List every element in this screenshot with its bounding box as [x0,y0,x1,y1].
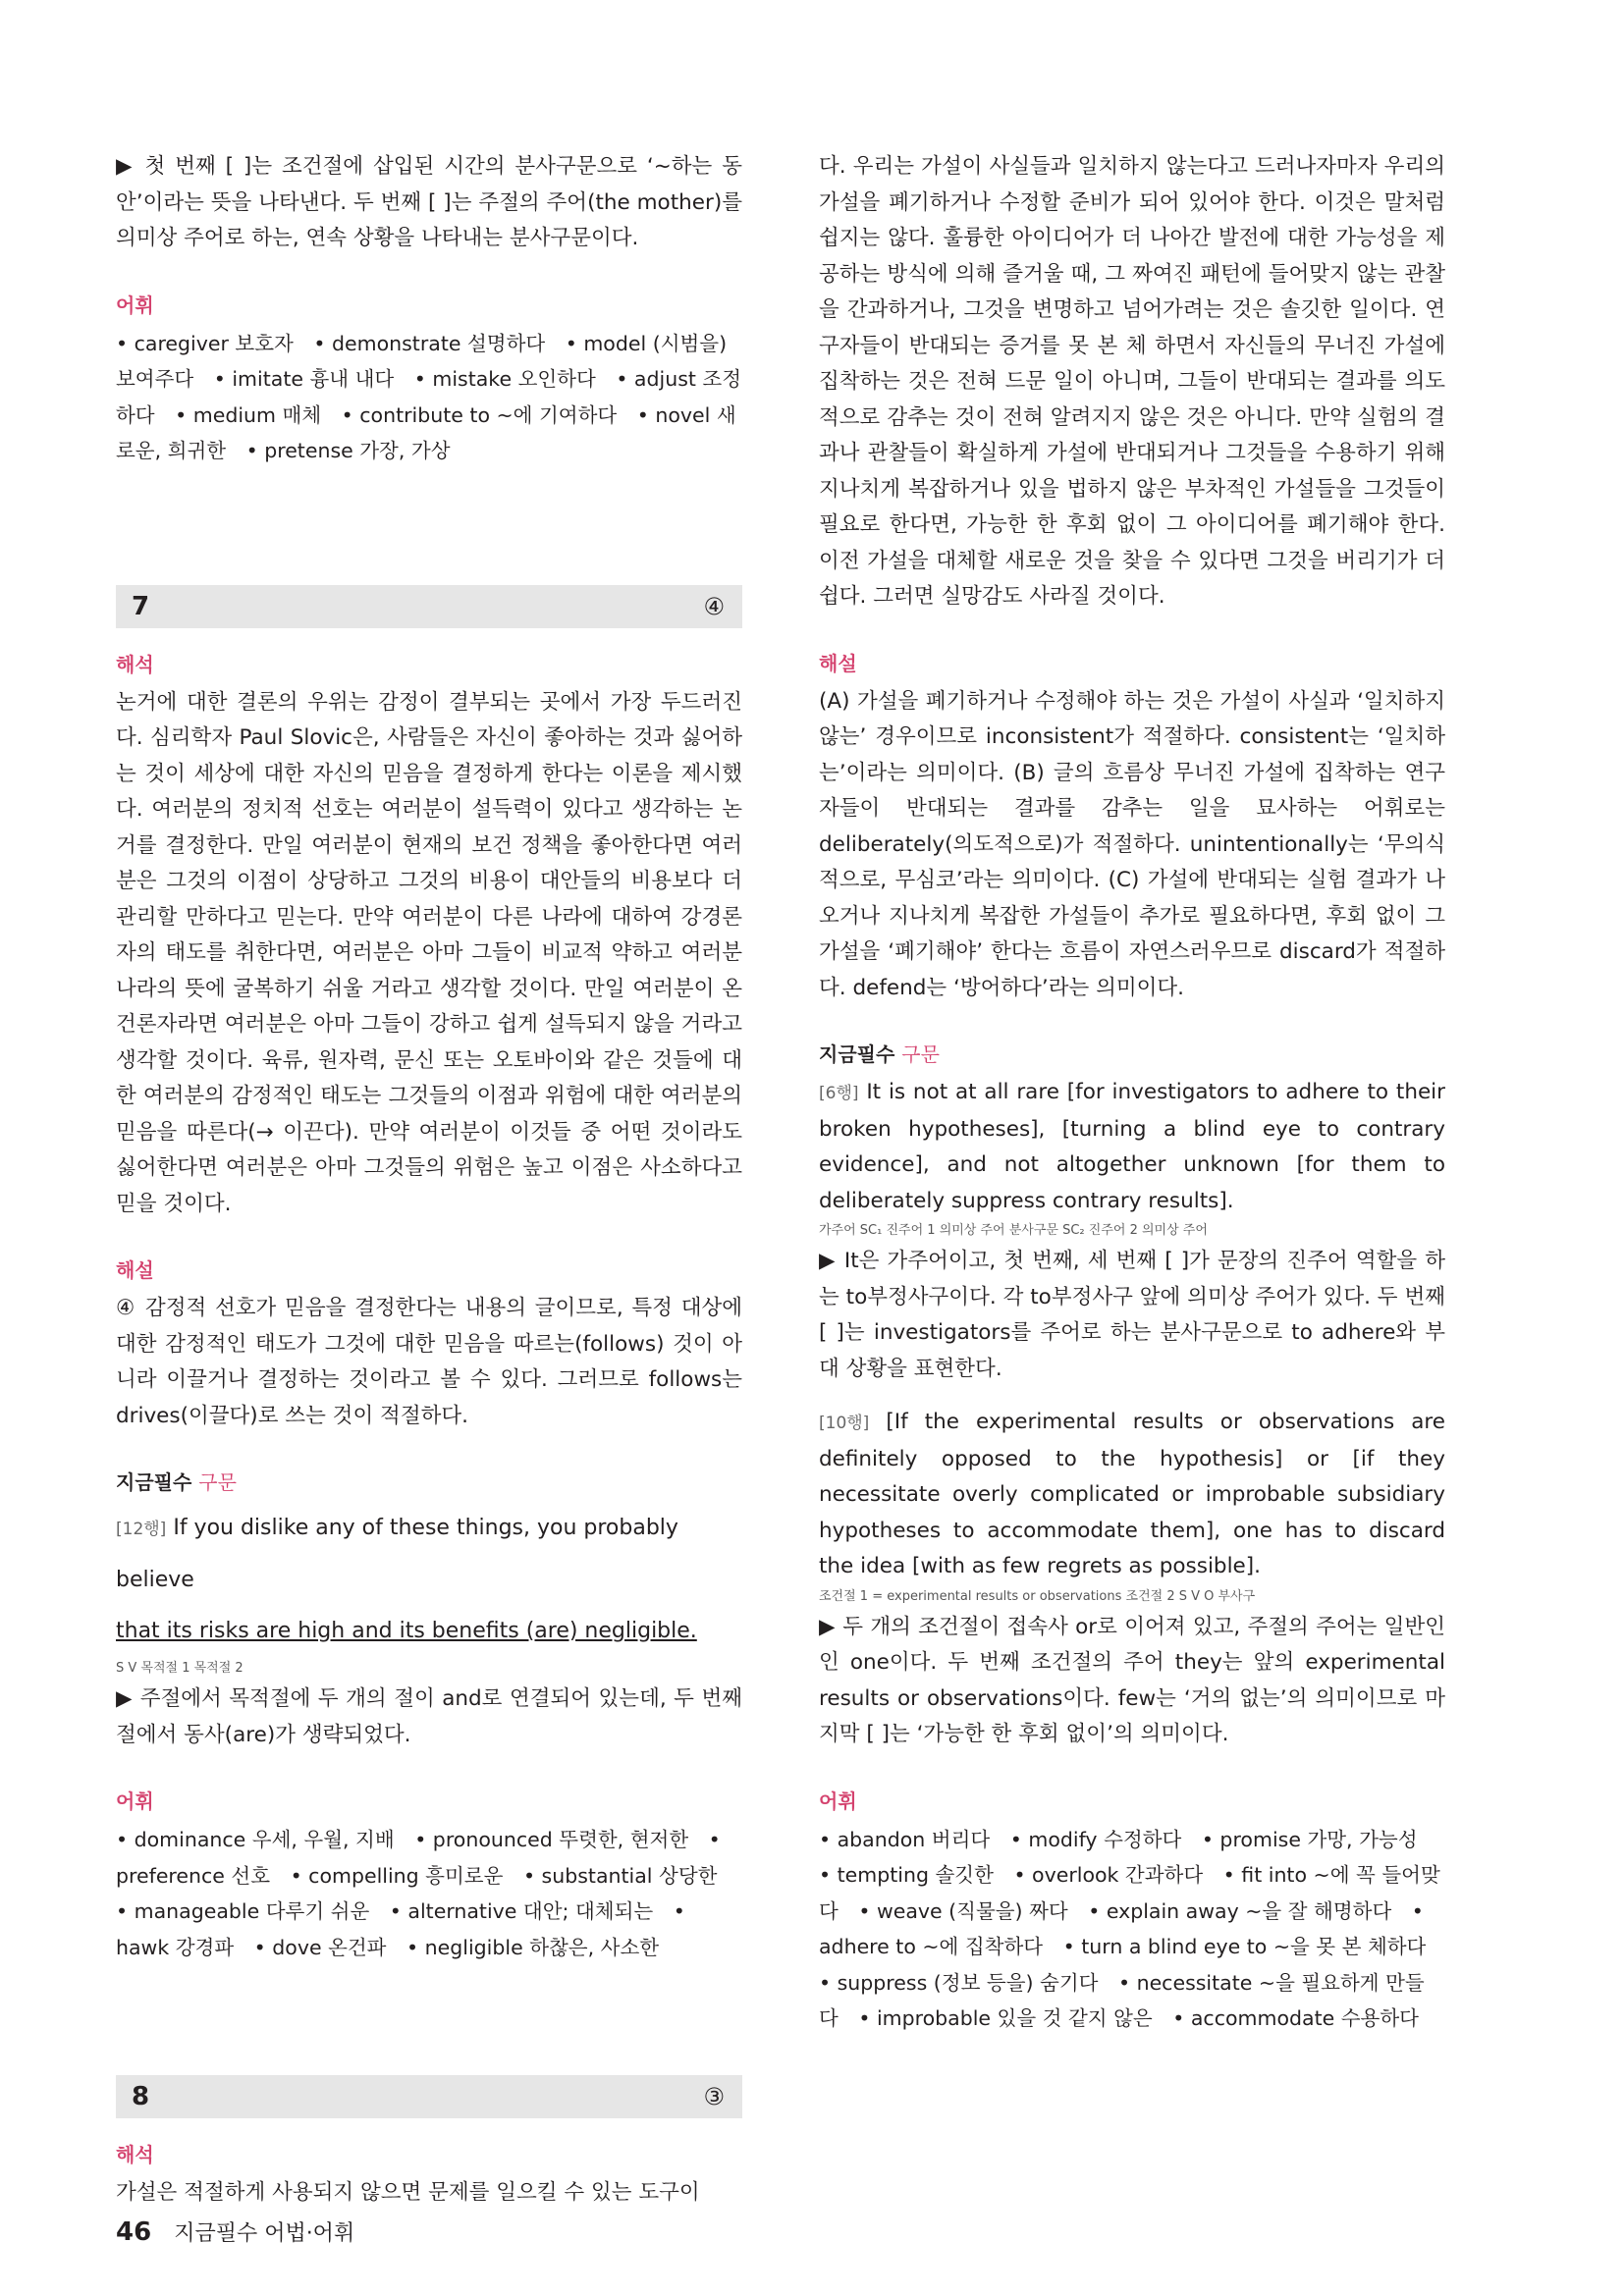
vocab-item: • preference 선호 [116,1828,721,1888]
q7-explanation-section [116,1255,742,1434]
vocab-item: • fit into ~에 꼭 들어맞다 [819,1863,1440,1923]
explanation-label: 해설 [819,651,857,675]
vocab-section-1 [116,291,742,469]
vocab-item: • dove 온건파 [253,1935,387,1959]
vocab-item: • imitate 흉내 내다 [213,367,395,391]
q7-translation: 논거에 대한 결론의 우위는 감정이 결부되는 곳에서 가장 두드러진다. 심리학자 Paul Slovic은, 사람들은 자신이 좋아하는 것과 싫어하는 것이 세상에 대한 자신의 믿음을 결정하게 한다는 이론을 제시했다. 여러분의 정치적 선호는 여러분이 설득력이 있다고 생각하는 논거를 결정한다. 만일 여러분이 현재의 보건 정책을 좋아한다면 여러분은 그것의 이점이 상당하고 그것의 비용이 대안들의 비용보다 더 관리할 만하다고 믿는다. 만약 여러분이 다른 나라에 대하여 강경론자의 태도를 취한다면, 여러분은 아마 그들이 비교적 약하고 여러분 나라의 뜻에 굴복하기 쉬울 거라고 생각할 것이다. 만일 여러분이 온건론자라면 여러분은 아마 그들이 강하고 쉽게 설득되지 않을 거라고 생각할 것이다. 육류, 원자력, 문신 또는 오토바이와 같은 것들에 대한 여러분의 감정적인 태도는 그것들의 이점과 위험에 대한 여러분의 믿음을 따른다(→ 이끈다). 만약 여러분이 이것들 중 어떤 것이라도 싫어한다면 여러분은 아마 그것들의 위험은 높고 이점은 사소하다고 믿을 것이다. [116,689,742,1216]
vocab-item: • adjust 조정하다 [116,367,742,427]
vocab-item: • manageable 다루기 쉬운 [116,1899,370,1923]
structure-label [116,1468,742,1497]
structure-note-2: ▶ 두 개의 조건절이 접속사 or로 이어져 있고, 주절의 주어는 일반인인 one이다. 두 번째 조건절의 주어 they는 앞의 experimental results or observations이다. few는 ‘거의 없는’의 의미이므로 마지막 [ ]는 ‘가능한 한 후회 없이’의 의미이다. [819,1614,1445,1746]
answer-mark: ④ [703,592,725,620]
vocab-section-3 [819,1787,1445,2037]
vocab-item: • adhere to ~에 집착하다 [819,1898,1424,1958]
vocab-item: • turn a blind eye to ~을 못 본 체하다 [1062,1935,1427,1958]
question-8-header [116,2075,742,2118]
vocab-item: • mistake 오인하다 [413,367,596,391]
vocab-item: • negligible 하찮은, 사소한 [406,1935,660,1959]
vocab-item: • compelling 흥미로운 [290,1863,504,1888]
structure-label-a: 지금필수 [116,1470,192,1494]
vocab-item: • explain away ~을 잘 해명하다 [1088,1898,1392,1923]
vocab-item: • pretense 가장, 가상 [245,439,451,462]
vocab-label: 어휘 [116,1789,154,1813]
explanation-label: 해설 [116,1258,154,1282]
vocab-list-1 [116,326,742,469]
q8-explanation-section [819,649,1445,1007]
q8-structure-section [819,1040,1445,1753]
page-number: 46 [116,2217,152,2247]
q7-structure-note: ▶ 주절에서 목적절에 두 개의 절이 and로 연결되어 있는데, 두 번째 절에서 동사(are)가 생략되었다. [116,1686,742,1747]
vocab-label: 어휘 [116,293,154,317]
vocab-item: • weave (직물을) 짜다 [858,1898,1068,1923]
vocab-item: • medium 매체 [175,402,322,427]
q7-structure-sentence [116,1503,742,1657]
line-number: [6행] [819,1084,859,1103]
vocab-item: • promise 가망, 가능성 [1201,1827,1418,1851]
q8-explanation: (A) 가설을 폐기하거나 수정해야 하는 것은 가설이 사실과 ‘일치하지 않는’ 경우이므로 inconsistent가 적절하다. consistent는 ‘일치하는’이라는 의미이다. (B) 글의 흐름상 무너진 가설에 집착하는 연구자들이 반대되는 결과를 감추는 일을 묘사하는 어휘로는 deliberately(의도적으로)가 적절하다. unintentionally는 ‘무의식적으로, 무심코’라는 의미이다. (C) 가설에 반대되는 실험 결과가 나오거나 지나치게 복잡한 가설들이 추가로 필요하다면, 후회 없이 그 가설을 ‘폐기해야’ 한다는 흐름이 자연스러우므로 discard가 적절하다. defend는 ‘방어하다’라는 의미이다. [819,688,1445,1000]
vocab-item: • pronounced 뚜렷한, 현저한 [414,1828,689,1851]
q8-translation-start: 가설은 적절하게 사용되지 않으면 문제를 일으킬 수 있는 도구이 [116,2180,700,2205]
vocab-item: • model (시범을) 보여주다 [116,331,728,391]
structure-label [819,1040,1445,1069]
grammar-marks: 조건절 1 = experimental results or observations 조건절 2 S V O 부사구 [819,1588,1256,1604]
vocab-list-3 [819,1822,1445,2037]
vocab-item: • demonstrate 설명하다 [313,331,546,355]
page-footer [116,2216,354,2247]
answer-mark: ③ [703,2083,725,2110]
intro-note: ▶ 첫 번째 [ ]는 조건절에 삽입된 시간의 분사구문으로 ‘~하는 동안’이라는 뜻을 나타낸다. 두 번째 [ ]는 주절의 주어(the mother)를 의미상 주어로 하는, 연속 상황을 나타내는 분사구문이다. [116,154,742,250]
vocab-item: • overlook 간과하다 [1013,1863,1204,1887]
vocab-item: • dominance 우세, 우월, 지배 [116,1828,395,1851]
vocab-section-2 [116,1787,742,1965]
vocab-item: • alternative 대안; 대체되는 [389,1899,654,1923]
structure-sentence-1 [819,1075,1445,1219]
line-number: [10행] [819,1414,870,1433]
question-number: 8 [132,2082,150,2111]
vocab-item: • necessitate ~을 필요하게 만들다 [819,1970,1425,2030]
translation-label: 해석 [116,652,154,676]
vocab-item: • tempting 솔깃한 [819,1863,994,1887]
structure-sentence-2 [819,1405,1445,1585]
vocab-item: • contribute to ~에 기여하다 [341,402,618,427]
sentence-line-1: If you dislike any of these things, you probably believe [116,1516,678,1592]
vocab-item: • modify 수정하다 [1009,1827,1182,1851]
vocab-item: • improbable 있을 것 같지 않은 [858,2006,1153,2030]
book-title: 지금필수 어법·어휘 [174,2221,355,2246]
vocab-item: • accommodate 수용하다 [1172,2006,1419,2030]
vocab-label: 어휘 [819,1789,857,1813]
vocab-item: • abandon 버리다 [819,1827,991,1851]
q8-translation-cont: 다. 우리는 가설이 사실들과 일치하지 않는다고 드러나자마자 우리의 가설을 폐기하거나 수정할 준비가 되어 있어야 한다. 이것은 말처럼 쉽지는 않다. 훌륭한 아이디어가 더 나아간 발전에 대한 가능성을 제공하는 방식에 의해 즐거울 때, 그 짜여진 패턴에 들어맞지 않는 관찰을 간과하거나, 그것을 변명하고 넘어가려는 것은 솔깃한 일이다. 연구자들이 반대되는 증거를 못 본 체 하면서 자신들의 무너진 가설에 집착하는 것은 전혀 드문 일이 아니며, 그들이 반대되는 결과를 의도적으로 감추는 것이 전혀 알려지지 않은 것은 아니다. 만약 실험의 결과나 관찰들이 확실하게 가설에 반대되거나 그것들을 수용하기 위해 지나치게 복잡하거나 있을 법하지 않은 부차적인 가설들을 그것들이 필요로 한다면, 가능한 한 후회 없이 그 아이디어를 폐기해야 한다. 이전 가설을 대체할 새로운 것을 찾을 수 있다면 그것을 버리기가 더 쉽다. 그러면 실망감도 사라질 것이다. [819,154,1445,609]
left-column [116,149,742,2212]
vocab-item: • caregiver 보호자 [116,331,294,355]
vocab-item: • suppress (정보 등을) 숨기다 [819,1970,1099,1995]
q7-explanation: ④ 감정적 선호가 믿음을 결정한다는 내용의 글이므로, 특정 대상에 대한 감정적인 태도가 그것에 대한 믿음을 따르는(follows) 것이 아니라 이끌거나 결정하는 것이라고 볼 수 있다. 그러므로 follows는 drives(이끌다)로 쓰는 것이 적절하다. [116,1296,742,1428]
sentence-text: It is not at all rare [for investigators to adhere to their broken hypotheses], [turning a blind eye to contrary evidence], and not altogether unknown [for them to deliberately suppress contrary results]. [819,1080,1445,1213]
vocab-item: • substantial 상당한 [522,1863,718,1888]
vocab-item: • hawk 강경파 [116,1899,685,1959]
vocab-list-2 [116,1822,742,1965]
structure-label-a: 지금필수 [819,1042,895,1066]
vocab-item: • novel 새로운, 희귀한 [116,402,736,462]
structure-note-1: ▶ It은 가주어이고, 첫 번째, 세 번째 [ ]가 문장의 진주어 역할을 하는 to부정사구이다. 각 to부정사구 앞에 의미상 주어가 있다. 두 번째 [ ]는 investigators를 주어로 하는 분사구문으로 to adhere와 부대 상황을 표현한다. [819,1249,1445,1381]
translation-label: 해석 [116,2143,154,2166]
right-column [819,149,1445,2037]
question-7-header [116,585,742,628]
sentence-line-2: that its risks are high and its benefits (are) negligible. [116,1619,697,1643]
q7-structure-section [116,1468,742,1753]
question-number: 7 [132,591,150,621]
grammar-marks: S V 목적절 1 목적절 2 [116,1661,244,1676]
sentence-text: [If the experimental results or observations are definitely opposed to the hypothesis] or [if they necessitate overly complicated or improbable subsidiary hypotheses to accommodate them], one has to discard the idea [with as few regrets as possible]. [819,1410,1445,1578]
grammar-marks: 가주어 SC₁ 진주어 1 의미상 주어 분사구문 SC₂ 진주어 2 의미상 주어 [819,1223,1208,1238]
line-number: [12행] [116,1520,167,1539]
structure-label-b: 구문 [901,1042,940,1066]
structure-label-b: 구문 [198,1470,237,1494]
